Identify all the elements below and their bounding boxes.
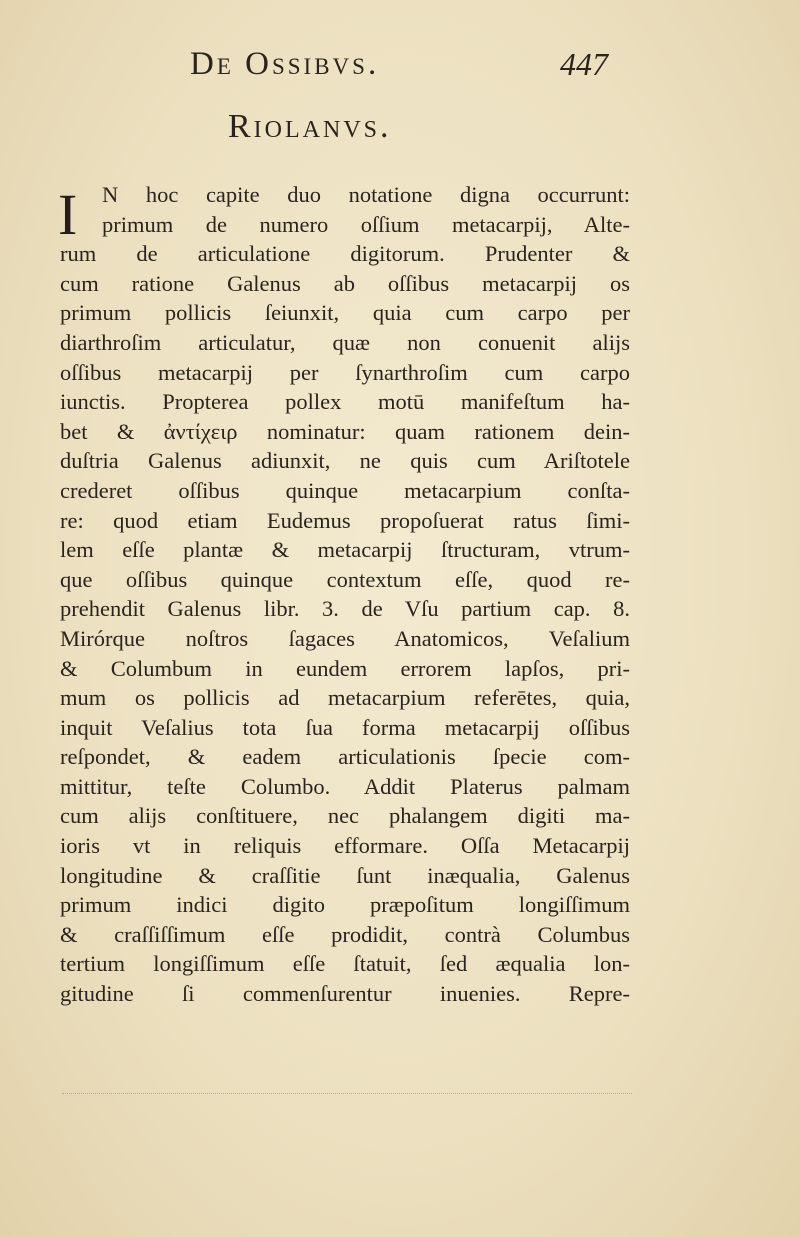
text-line: & Columbum in eundem errorem lapſos, pri-: [60, 655, 630, 681]
body-text: [60, 180, 630, 1009]
text-line: N hoc capite duo notatione digna occurrunt:: [102, 182, 630, 207]
text-line: prehendit Galenus libr. 3. de Vſu partium cap. 8.: [60, 596, 630, 622]
text-line: que oſſibus quinque contextum eſſe, quod re-: [60, 566, 630, 592]
text-line: cum alijs conſtituere, nec phalangem digiti ma-: [60, 803, 630, 829]
text-line: iunctis. Propterea pollex motū manifeſtum ha-: [60, 389, 630, 415]
text-line: bet & ἀντίχειρ nominatur: quam rationem dein-: [60, 418, 630, 444]
page-number: 447: [560, 46, 608, 82]
text-line: crederet oſſibus quinque metacarpium conſta-: [60, 477, 630, 503]
text-line: inquit Veſalius tota ſua forma metacarpij oſſibus: [60, 714, 630, 740]
text-line: reſpondet, & eadem articulationis ſpecie com-: [60, 744, 630, 770]
running-head: De Ossibvs.: [190, 46, 380, 82]
drop-cap: I: [58, 182, 78, 247]
text-line: mum os pollicis ad metacarpium referētes, quia,: [60, 685, 630, 711]
text-line: diarthroſim articulatur, quæ non conuenit alijs: [60, 329, 630, 355]
text-line: mittitur, teſte Columbo. Addit Platerus palmam: [60, 773, 630, 799]
page-header: [0, 40, 800, 100]
text-line: cum ratione Galenus ab oſſibus metacarpij os: [60, 270, 630, 296]
bottom-rule: [62, 1093, 632, 1094]
text-line: ioris vt in reliquis efformare. Oſſa Metacarpij: [60, 833, 630, 859]
text-line: Mirórque noſtros ſagaces Anatomicos, Veſalium: [60, 625, 630, 651]
text-line: primum de numero oſſium metacarpij, Alte-: [102, 211, 630, 237]
text-line: longitudine & craſſitie ſunt inæqualia, Galenus: [60, 862, 630, 888]
text-line: lem eſſe plantæ & metacarpij ſtructuram, vtrum-: [60, 537, 630, 563]
text-line: oſſibus metacarpij per ſynarthroſim cum carpo: [60, 359, 630, 385]
text-line: primum pollicis ſeiunxit, quia cum carpo per: [60, 300, 630, 326]
text-line: primum indici digito præpoſitum longiſſimum: [60, 892, 630, 918]
text-line: rum de articulatione digitorum. Prudenter &: [60, 241, 630, 267]
text-line: tertium longiſſimum eſſe ſtatuit, ſed æqualia lon-: [60, 951, 630, 977]
text-line: & craſſiſſimum eſſe prodidit, contrà Columbus: [60, 921, 630, 947]
section-title: Riolanvs.: [228, 108, 392, 145]
text-line: duſtria Galenus adiunxit, ne quis cum Ariſtotele: [60, 448, 630, 474]
text-line: re: quod etiam Eudemus propoſuerat ratus ſimi-: [60, 507, 630, 533]
text-line: gitudine ſi commenſurentur inuenies. Repre-: [60, 981, 630, 1007]
